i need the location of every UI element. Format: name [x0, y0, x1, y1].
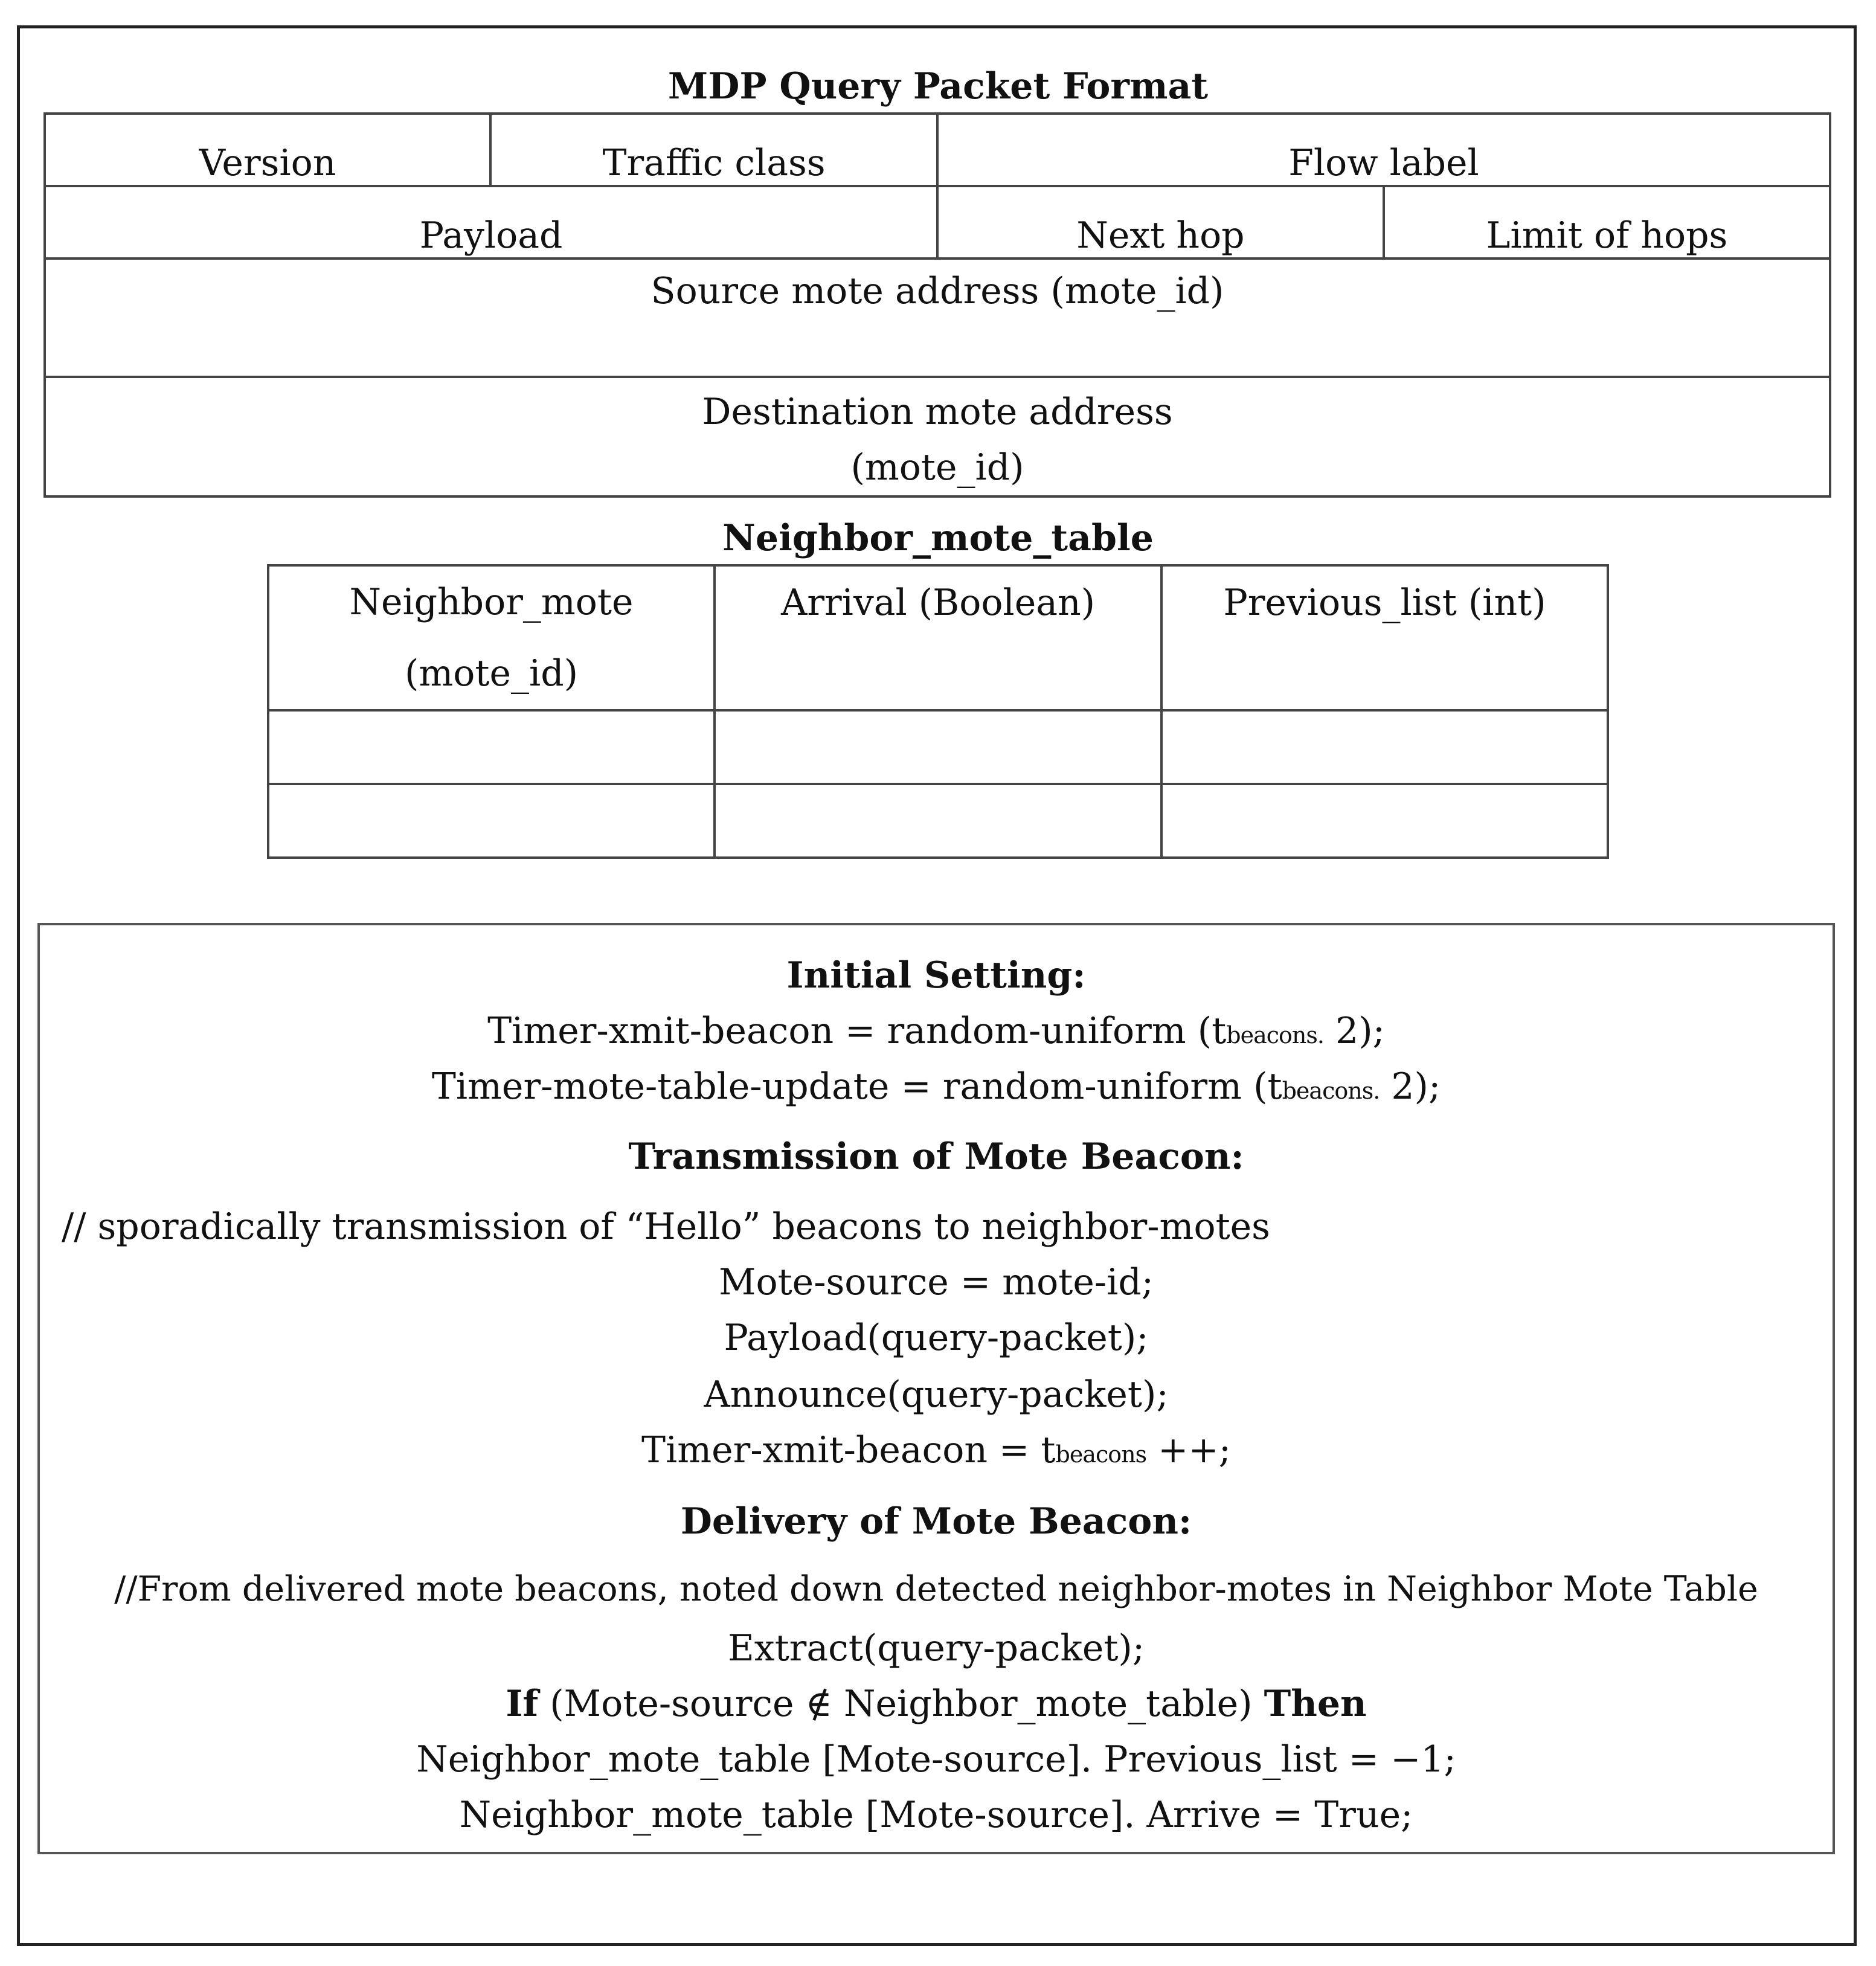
col-previous-list: Previous_list (int) — [1161, 565, 1608, 710]
col-arrival: Arrival (Boolean) — [715, 565, 1161, 710]
neighbor-table-title: Neighbor_mote_table — [722, 517, 1154, 559]
transmission-heading: Transmission of Mote Beacon: — [628, 1136, 1244, 1178]
transmission-comment: // sporadically transmission of “Hello” beacons to neighbor-motes — [62, 1206, 1270, 1248]
dl-arrive-assign: Neighbor_mote_table [Mote-source]. Arrive = True; — [459, 1794, 1413, 1836]
destination-line-2: (mote_id) — [850, 446, 1024, 489]
col-neighbor-mote-line-2: (mote_id) — [404, 652, 579, 695]
destination-line-1: Destination mote address — [702, 391, 1173, 433]
field-flow-label: Flow label — [937, 114, 1830, 186]
dl-if-condition: If (Mote-source ∉ Neighbor_mote_table) Then — [506, 1683, 1367, 1725]
table-cell — [715, 784, 1161, 858]
field-next-hop: Next hop — [937, 186, 1384, 259]
dl-previous-list-assign: Neighbor_mote_table [Mote-source]. Previous_list = −1; — [416, 1738, 1456, 1781]
field-payload: Payload — [45, 186, 937, 259]
initial-setting-heading: Initial Setting: — [786, 954, 1086, 997]
table-cell — [1161, 710, 1608, 784]
table-row — [268, 784, 1608, 858]
col-neighbor-mote — [268, 565, 715, 710]
table-cell — [268, 784, 715, 858]
field-limit-of-hops: Limit of hops — [1384, 186, 1830, 259]
algorithm-box — [37, 923, 1835, 1854]
dl-extract: Extract(query-packet); — [727, 1627, 1145, 1669]
tx-announce: Announce(query-packet); — [704, 1373, 1169, 1416]
packet-format-table — [43, 112, 1831, 498]
table-row — [268, 710, 1608, 784]
delivery-comment: //From delivered mote beacons, noted down detected neighbor-motes in Neighbor Mote Table — [114, 1569, 1758, 1609]
table-cell — [715, 710, 1161, 784]
packet-format-title: MDP Query Packet Format — [667, 65, 1209, 108]
field-traffic-class: Traffic class — [490, 114, 937, 186]
tx-timer-increment: Timer-xmit-beacon = tbeacons ++; — [641, 1429, 1231, 1471]
neighbor-mote-table — [267, 564, 1609, 859]
init-timer-mote-table-update: Timer-mote-table-update = random-uniform (tbeacons. 2); — [431, 1065, 1441, 1108]
field-source-address: Source mote address (mote_id) — [45, 259, 1830, 377]
field-version: Version — [45, 114, 490, 186]
delivery-heading: Delivery of Mote Beacon: — [680, 1500, 1192, 1543]
field-destination-address — [45, 377, 1830, 496]
col-neighbor-mote-line-1: Neighbor_mote — [349, 581, 634, 623]
table-cell — [1161, 784, 1608, 858]
tx-mote-source: Mote-source = mote-id; — [719, 1261, 1154, 1303]
tx-payload: Payload(query-packet); — [724, 1317, 1149, 1359]
init-timer-xmit-beacon: Timer-xmit-beacon = random-uniform (tbeacons. 2); — [487, 1010, 1385, 1052]
table-cell — [268, 710, 715, 784]
